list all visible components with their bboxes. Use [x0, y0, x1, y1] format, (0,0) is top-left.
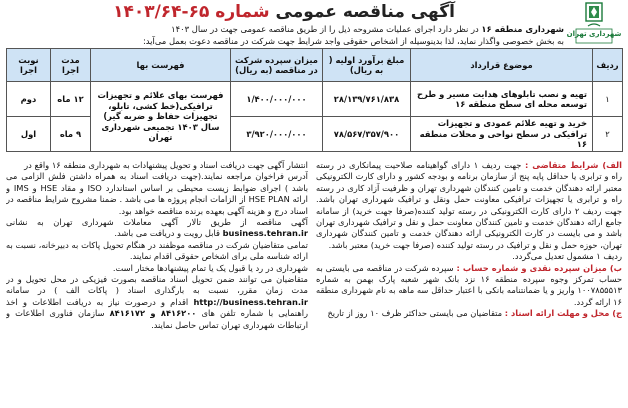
left-para-7c: سازمان فناوری اطلاعات و ارتباطات شهرداری تهران تماس حاصل نمایند.: [6, 308, 308, 330]
tender-table: [6, 48, 623, 152]
left-para-2b: و مقاد: [61, 182, 84, 193]
row-estimate: ۷۸/۵۶۷/۳۵۷/۹۰۰: [323, 117, 411, 152]
row-number: ۲: [593, 117, 623, 152]
header-round: نوبت اجرا: [7, 49, 51, 82]
section-c-title: ج) محل و مهلت ارائه اسناد :: [504, 308, 622, 319]
left-para-5: تمامی متقاضیان شرکت در مناقصه موظفند در هنگام تحویل پاکات به دبیرخانه، نسبت به ارائه شناسه ملی برای اشخاص حقوقی اقدام نمایند.: [6, 239, 308, 262]
left-para-3: از الزامات انجام پروژه ها می باشد . ضمنا مشروح شرایط مناقصه در اسناد درج و هزینه آگهی بعهده برنده مناقصه خواهد بود.: [6, 194, 308, 216]
header-duration: مدت اجرا: [51, 49, 91, 82]
header-subject: موضوع قرارداد: [411, 49, 593, 82]
section-a-note: ردیف ۱ مشمول تعدیل می‌گردد.: [512, 251, 622, 262]
row-subject: تهیه و نصب تابلوهای هدایت مسیر و طرح توسعه محله ای سطح منطقه ۱۶: [411, 82, 593, 117]
section-b-text: سپرده شرکت در مناقصه می بایستی به حساب تمرکز وجوه سپرده منطقه ۱۶ نزد بانک شهر شعبه پارک بهمن به شماره ۱۰۰۷۸۵۵۵۱۳ واریز و یا ضمانتنامه بانکی با اعتبار حداقل سه ماهه به نام شهرداری منطقه ۱۶ ارائه گردد.: [316, 262, 622, 307]
header-deposit: میزان سپرده شرکت در مناقصه (به ریال): [231, 49, 323, 82]
section-a-text: جهت ردیف ۱ دارای گواهینامه صلاحیت پیمانکاری در رسته راه و ترابری یا حداقل پایه پنج از سازمان برنامه و بودجه کشور و دارای کارت الکترونیکی معتبر ارائه دهندگان خدمت و تامین کنندگان شهرداری تهران و ظرفیت آزاد کاری در رسته راه و ترابری یا تجهیزات ترافیکی معاونت حمل ونقل و ترافیک شهرداری تهران باشد. جهت ردیف ۲ دارای کارت الکترونیکی در رسته تولید کننده(صرفا جهت خرید) از سامانه جامع ارائه دهندگان خدمت و تامین کنندگان معاونت حمل و نقل و ترافیک شهرداری تهران باشد و می بایست در کارت الکترونیکی ارائه دهندگان خدمت و تامین کنندگان شهرداری تهران، حوزه حمل و نقل و ترافیک در رسته تولید کننده (صرفا جهت خرید) معتبر باشد.: [316, 160, 622, 250]
header-price-list: فهرست بها: [91, 49, 231, 82]
intro-text: [6, 24, 564, 47]
hse-plan-label: HSE PLAN: [248, 194, 290, 205]
table-header-row: [7, 49, 623, 82]
left-para-1: انتشار آگهی جهت دریافت اسناد و تحویل پیشنهادات به شهرداری منطقه ۱۶ واقع در: [24, 160, 308, 170]
left-para-7b: اقدام و درصورت نیاز به دریافت اطلاعات و اخذ راهنمایی با شماره تلفن های: [6, 296, 308, 319]
intro-line-1: [6, 24, 564, 36]
row-round: دوم: [7, 82, 51, 117]
intro-line-2: به بخش خصوصی واگذار نماید، لذا بدینوسیله از اشخاص حقوقی واجد شرایط جهت شرکت در مناقصه دعوت بعمل می‌آید:: [142, 35, 564, 46]
left-para-2d: و ارائه: [6, 182, 308, 205]
terms-left-column: [6, 160, 308, 406]
phone-numbers: ۸۴۱۶۲۰۰ و ۸۴۱۶۱۷۲: [109, 308, 197, 319]
business-site-link[interactable]: business.tehran.ir: [222, 228, 308, 239]
intro-org: شهرداری منطقه ۱۶: [481, 24, 564, 34]
left-para-4: [6, 217, 308, 240]
row-number: ۱: [593, 82, 623, 117]
section-b-title: ب) میزان سپرده نقدی و شماره حساب :: [456, 262, 622, 273]
header-estimate: مبلغ برآورد اولیه ( به ریال): [323, 49, 411, 82]
row-duration: ۹ ماه: [51, 117, 91, 152]
section-c: [316, 308, 622, 319]
row-price-list: فهرست بهای علائم و تجهیزات ترافیکی(خط کشی، تابلو، تجهیزات حفاظ و ضربه گیر) سال ۱۴۰۳ تجمیعی شهرداری تهران: [91, 82, 231, 152]
logo-emblem-icon: [566, 2, 622, 46]
terms-right-column: [316, 160, 622, 406]
header-row-number: ردیف: [593, 49, 623, 82]
hse-label: HSE: [40, 182, 58, 193]
left-para-7: [6, 274, 308, 331]
row-round: اول: [7, 117, 51, 152]
section-b: [316, 263, 622, 309]
left-para-6: شهرداری در رد یا قبول یک یا تمام پیشنهادها مختار است.: [112, 262, 308, 273]
left-para-2: [6, 171, 308, 217]
table-row: [7, 82, 623, 117]
row-deposit: ۱/۴۰۰/۰۰۰/۰۰۰: [231, 82, 323, 117]
left-para-7-text: متقاضیان می توانند ضمن تحویل اسناد مناقصه بصورت فیزیکی در محل تحویل و در مدت زمان مقرر، نسبت به بارگذاری اسناد ( پاکات الف ) در سامانه: [6, 274, 308, 296]
tehran-municipality-logo: [566, 2, 622, 46]
left-para-2c: و: [32, 182, 37, 193]
ims-label: IMS: [13, 182, 29, 193]
row-duration: ۱۲ ماه: [51, 82, 91, 117]
business-portal-link[interactable]: http://business.tehran.ir: [193, 296, 308, 307]
left-para-4-text: آگهی مناقصه از طریق تالار آگهی معاملات شهرداری تهران به نشانی: [6, 217, 308, 228]
page-title: [6, 2, 562, 22]
logo-caption: شهرداری تهران: [566, 30, 622, 38]
row-subject: خرید و تهیه علائم عمودی و تجهیزات ترافیکی در سطح نواحی و محلات منطقه ۱۶: [411, 117, 593, 152]
row-deposit: ۳/۹۲۰/۰۰۰/۰۰۰: [231, 117, 323, 152]
row-estimate: ۲۸/۱۳۹/۷۶۱/۸۳۸: [323, 82, 411, 117]
left-para-4b: قابل رویت و دریافت می باشد.: [114, 228, 220, 239]
title-main: آگهی مناقصه عمومی: [275, 2, 455, 22]
iso-label: ISO: [87, 182, 102, 193]
title-number: شماره ۶۵-۱۴۰۳/۶۴: [113, 2, 270, 22]
intro-line-1-rest: در نظر دارد اجرای عملیات مشروحه ذیل را از طریق مناقصه عمومی جهت در سال ۱۴۰۳: [171, 24, 479, 34]
section-a: [316, 160, 622, 251]
section-a-title: الف) شرایط متقاضی :: [525, 160, 622, 170]
section-c-text: متقاضیان می بایستی حداکثر ظرف ۱۰ روز از تاریخ: [327, 308, 503, 319]
left-para-2-text: آدرس فراخوان مراجعه نمایند.(جهت دریافت اسناد به همراه داشتن فلش الزامی می باشد ) اجرای ضوابط زیست محیطی بر اساس استاندارد: [6, 171, 308, 193]
terms-section: [6, 160, 622, 406]
